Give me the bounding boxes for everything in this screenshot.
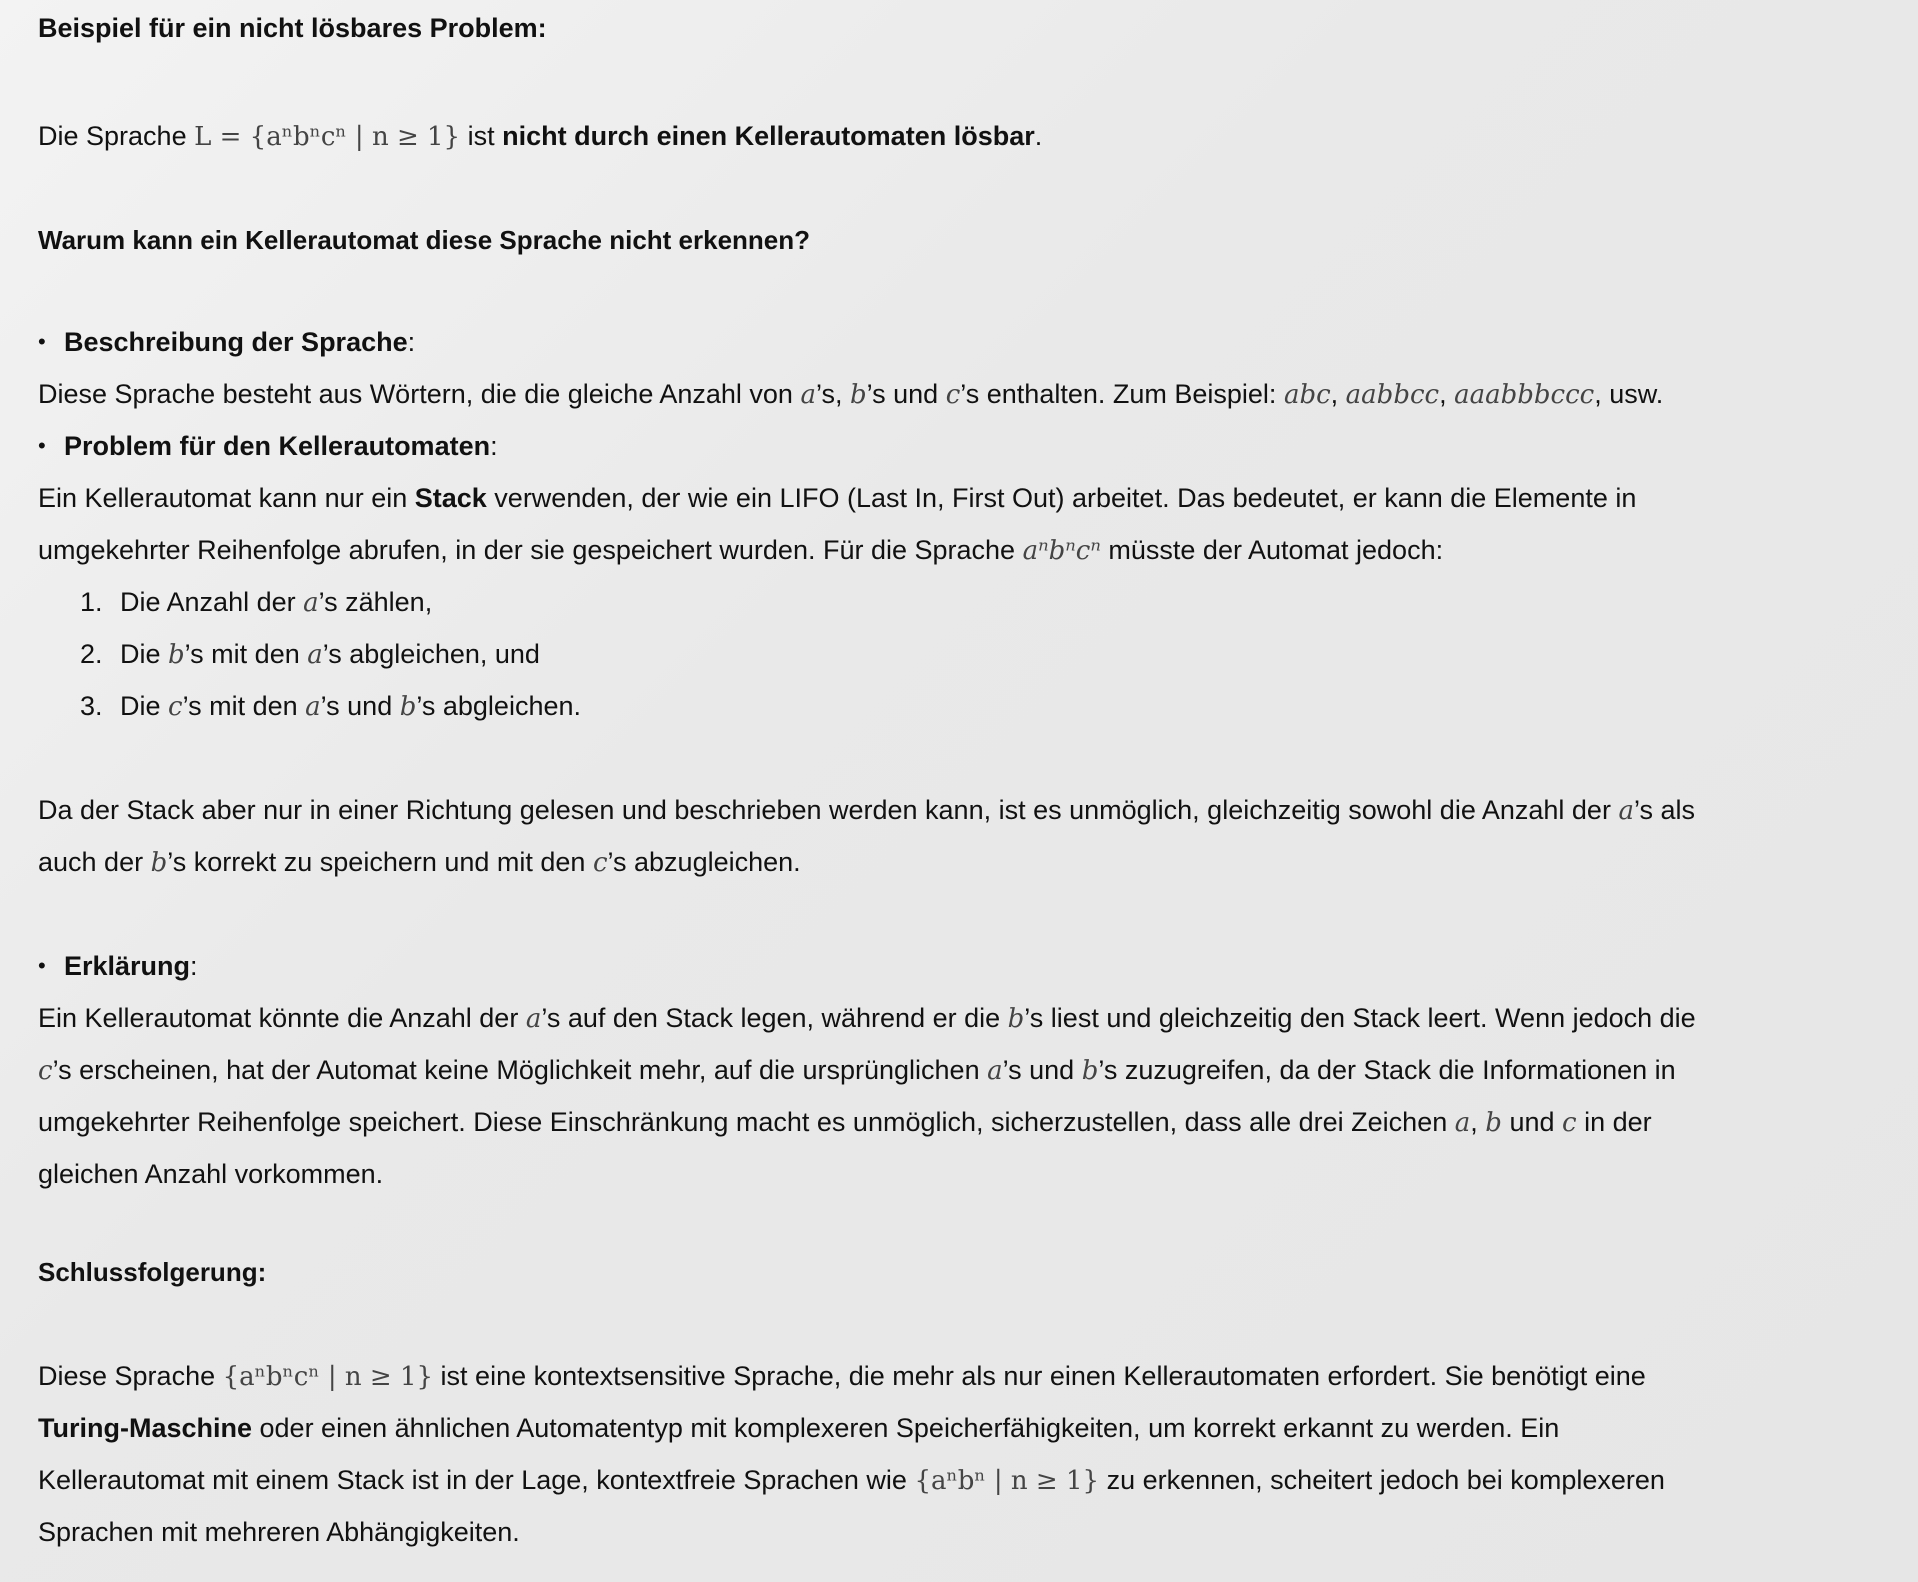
step-3-number: 3. — [80, 691, 103, 721]
b3-l1-sym-a: a — [525, 1004, 542, 1034]
step-2-a: Die — [120, 639, 169, 669]
step-1-b: ’s zählen, — [318, 587, 433, 617]
bullet-3-title: Erklärung — [64, 951, 191, 981]
step-3 — [38, 680, 581, 733]
intro-bold: nicht durch einen Kellerautomaten lösbar — [502, 121, 1035, 151]
intro-suffix: . — [1034, 121, 1043, 151]
b2-para1-b: ’s als — [1633, 795, 1695, 825]
step-1-a: Die Anzahl der — [120, 587, 304, 617]
b2-line1-bold: Stack — [414, 483, 487, 513]
b1-text-b: ’s, — [815, 379, 850, 409]
b3-l1-b: ’s auf den Stack legen, während er die — [541, 1003, 1008, 1033]
bullet-1-colon: : — [407, 327, 416, 357]
b3-l3-sym-b: b — [1485, 1108, 1502, 1138]
b1-sym-c: c — [945, 380, 961, 410]
step-3-sym-a: a — [305, 692, 321, 722]
b2-para2-a: auch der — [38, 847, 151, 877]
b3-l2-c: ’s zuzugreifen, da der Stack die Informationen in — [1098, 1055, 1676, 1085]
b1-sep-1: , — [1330, 379, 1346, 409]
b2-para2-sym-c: c — [592, 848, 608, 878]
bullet-2-colon: : — [490, 431, 498, 461]
step-3-b: ’s mit den — [182, 691, 306, 721]
bullet-2-line-1 — [38, 472, 1636, 524]
b1-text-d: ’s enthalten. Zum Beispiel: — [960, 379, 1284, 409]
bullet-2-title: Problem für den Kellerautomaten — [64, 431, 491, 461]
intro-math: L = {aⁿbⁿcⁿ | n ≥ 1} — [194, 122, 461, 152]
b2-para2-c: ’s abzugleichen. — [607, 847, 801, 877]
step-2-b: ’s mit den — [184, 639, 308, 669]
why-heading-text: Warum kann ein Kellerautomat diese Sprache nicht erkennen? — [38, 225, 811, 255]
b3-l2-sym-a: a — [987, 1056, 1003, 1086]
c-l2-bold: Turing-Maschine — [38, 1413, 253, 1443]
b3-l3-sym-c: c — [1562, 1108, 1577, 1138]
step-2-c: ’s abgleichen, und — [322, 639, 540, 669]
step-1-sym-a: a — [303, 588, 319, 618]
b2-para2-sym-b: b — [150, 848, 168, 878]
step-2-sym-a: a — [307, 640, 323, 670]
intro-mid: ist — [460, 121, 503, 151]
conclusion-line-3 — [38, 1454, 1665, 1507]
bullet-1-text — [38, 368, 1663, 421]
c-l1-a: Diese Sprache — [38, 1361, 223, 1391]
c-l3-math: {aⁿbⁿ | n ≥ 1} — [914, 1466, 1100, 1496]
b3-l4: gleichen Anzahl vorkommen. — [38, 1159, 384, 1189]
c-l3-b: zu erkennen, scheitert jedoch bei komplexeren — [1099, 1465, 1665, 1495]
b3-l2-sym-b: b — [1081, 1056, 1099, 1086]
intro-paragraph — [38, 110, 1042, 163]
b3-l1-c: ’s liest und gleichzeitig den Stack leert. Wenn jedoch die — [1024, 1003, 1696, 1033]
b3-l3-b: in der — [1576, 1107, 1652, 1137]
b1-text-a: Diese Sprache besteht aus Wörtern, die die gleiche Anzahl von — [38, 379, 801, 409]
b1-text-c: ’s und — [866, 379, 946, 409]
b3-l3-sep: , — [1470, 1107, 1486, 1137]
b3-l2-sym-c: c — [38, 1056, 53, 1086]
bullet-3-line-3 — [38, 1096, 1652, 1149]
b2-para1-a: Da der Stack aber nur in einer Richtung gelesen und beschrieben werden kann, ist es unmöglich, gleichzeitig sowohl die Anzahl der — [38, 795, 1619, 825]
bullet-dot: • — [38, 433, 46, 458]
bullet-2 — [38, 420, 498, 472]
step-2-sym-b: b — [168, 640, 185, 670]
example-heading-text: Beispiel für ein nicht lösbares Problem: — [38, 13, 547, 43]
c-l2-b: oder einen ähnlichen Automatentyp mit komplexeren Speicherfähigkeiten, um korrekt erkannt zu werden. Ein — [252, 1413, 1560, 1443]
b1-tail: , usw. — [1594, 379, 1664, 409]
b3-l1-sym-b: b — [1007, 1004, 1025, 1034]
bullet-1 — [38, 316, 415, 368]
c-l3-a: Kellerautomat mit einem Stack ist in der Lage, kontextfreie Sprachen wie — [38, 1465, 915, 1495]
step-2-number: 2. — [80, 639, 103, 669]
b1-example-2: aabbcc — [1345, 380, 1440, 410]
b2-line2-math: aⁿbⁿcⁿ — [1022, 536, 1101, 566]
step-3-c: ’s und — [320, 691, 400, 721]
intro-prefix: Die Sprache — [38, 121, 195, 151]
conclusion-heading — [38, 1246, 266, 1298]
conclusion-line-1 — [38, 1350, 1646, 1403]
b1-sep-2: , — [1439, 379, 1455, 409]
bullet-3-line-2 — [38, 1044, 1676, 1097]
b1-sym-a: a — [800, 380, 816, 410]
b2-line1-b: verwenden, der wie ein LIFO (Last In, First Out) arbeitet. Das bedeutet, er kann die Elemente in — [486, 483, 1637, 513]
bullet-2-para-2 — [38, 836, 801, 889]
b2-para1-sym-a: a — [1618, 796, 1634, 826]
bullet-dot: • — [38, 329, 46, 354]
example-heading — [38, 2, 547, 54]
step-3-sym-b: b — [399, 692, 417, 722]
bullet-1-title: Beschreibung der Sprache — [64, 327, 408, 357]
step-3-sym-c: c — [168, 692, 183, 722]
b3-l2-b: ’s und — [1002, 1055, 1082, 1085]
bullet-2-para-1 — [38, 784, 1695, 837]
c-l1-math: {aⁿbⁿcⁿ | n ≥ 1} — [222, 1362, 434, 1392]
bullet-3-line-4 — [38, 1148, 383, 1200]
bullet-2-line-2 — [38, 524, 1443, 577]
b3-l2-a: ’s erscheinen, hat der Automat keine Möglichkeit mehr, auf die ursprünglichen — [52, 1055, 988, 1085]
bullet-dot: • — [38, 953, 46, 978]
why-heading — [38, 214, 810, 266]
conclusion-line-4 — [38, 1506, 520, 1558]
step-1-number: 1. — [80, 587, 103, 617]
bullet-3-colon: : — [190, 951, 198, 981]
b1-sym-b: b — [849, 380, 867, 410]
conclusion-heading-text: Schlussfolgerung: — [38, 1257, 267, 1287]
b3-l3-a: umgekehrter Reihenfolge speichert. Diese Einschränkung macht es unmöglich, sicherzustellen, dass alle drei Zeichen — [38, 1107, 1455, 1137]
b3-l3-und: und — [1501, 1107, 1562, 1137]
c-l4: Sprachen mit mehreren Abhängigkeiten. — [38, 1517, 520, 1547]
step-2 — [38, 628, 540, 681]
b2-line2-a: umgekehrter Reihenfolge abrufen, in der sie gespeichert wurden. Für die Sprache — [38, 535, 1023, 565]
conclusion-line-2 — [38, 1402, 1559, 1454]
bullet-3 — [38, 940, 198, 992]
b1-example-3: aaabbbccc — [1454, 380, 1595, 410]
b2-line1-a: Ein Kellerautomat kann nur ein — [38, 483, 415, 513]
bullet-3-line-1 — [38, 992, 1696, 1045]
b3-l3-sym-a: a — [1454, 1108, 1471, 1138]
b3-l1-a: Ein Kellerautomat könnte die Anzahl der — [38, 1003, 526, 1033]
step-1 — [38, 576, 432, 629]
c-l1-b: ist eine kontextsensitive Sprache, die mehr als nur einen Kellerautomaten erfordert. Sie benötigt eine — [433, 1361, 1646, 1391]
b1-example-1: abc — [1283, 380, 1331, 410]
b2-line2-b: müsste der Automat jedoch: — [1100, 535, 1444, 565]
step-3-d: ’s abgleichen. — [416, 691, 581, 721]
b2-para2-b: ’s korrekt zu speichern und mit den — [167, 847, 593, 877]
step-3-a: Die — [120, 691, 169, 721]
